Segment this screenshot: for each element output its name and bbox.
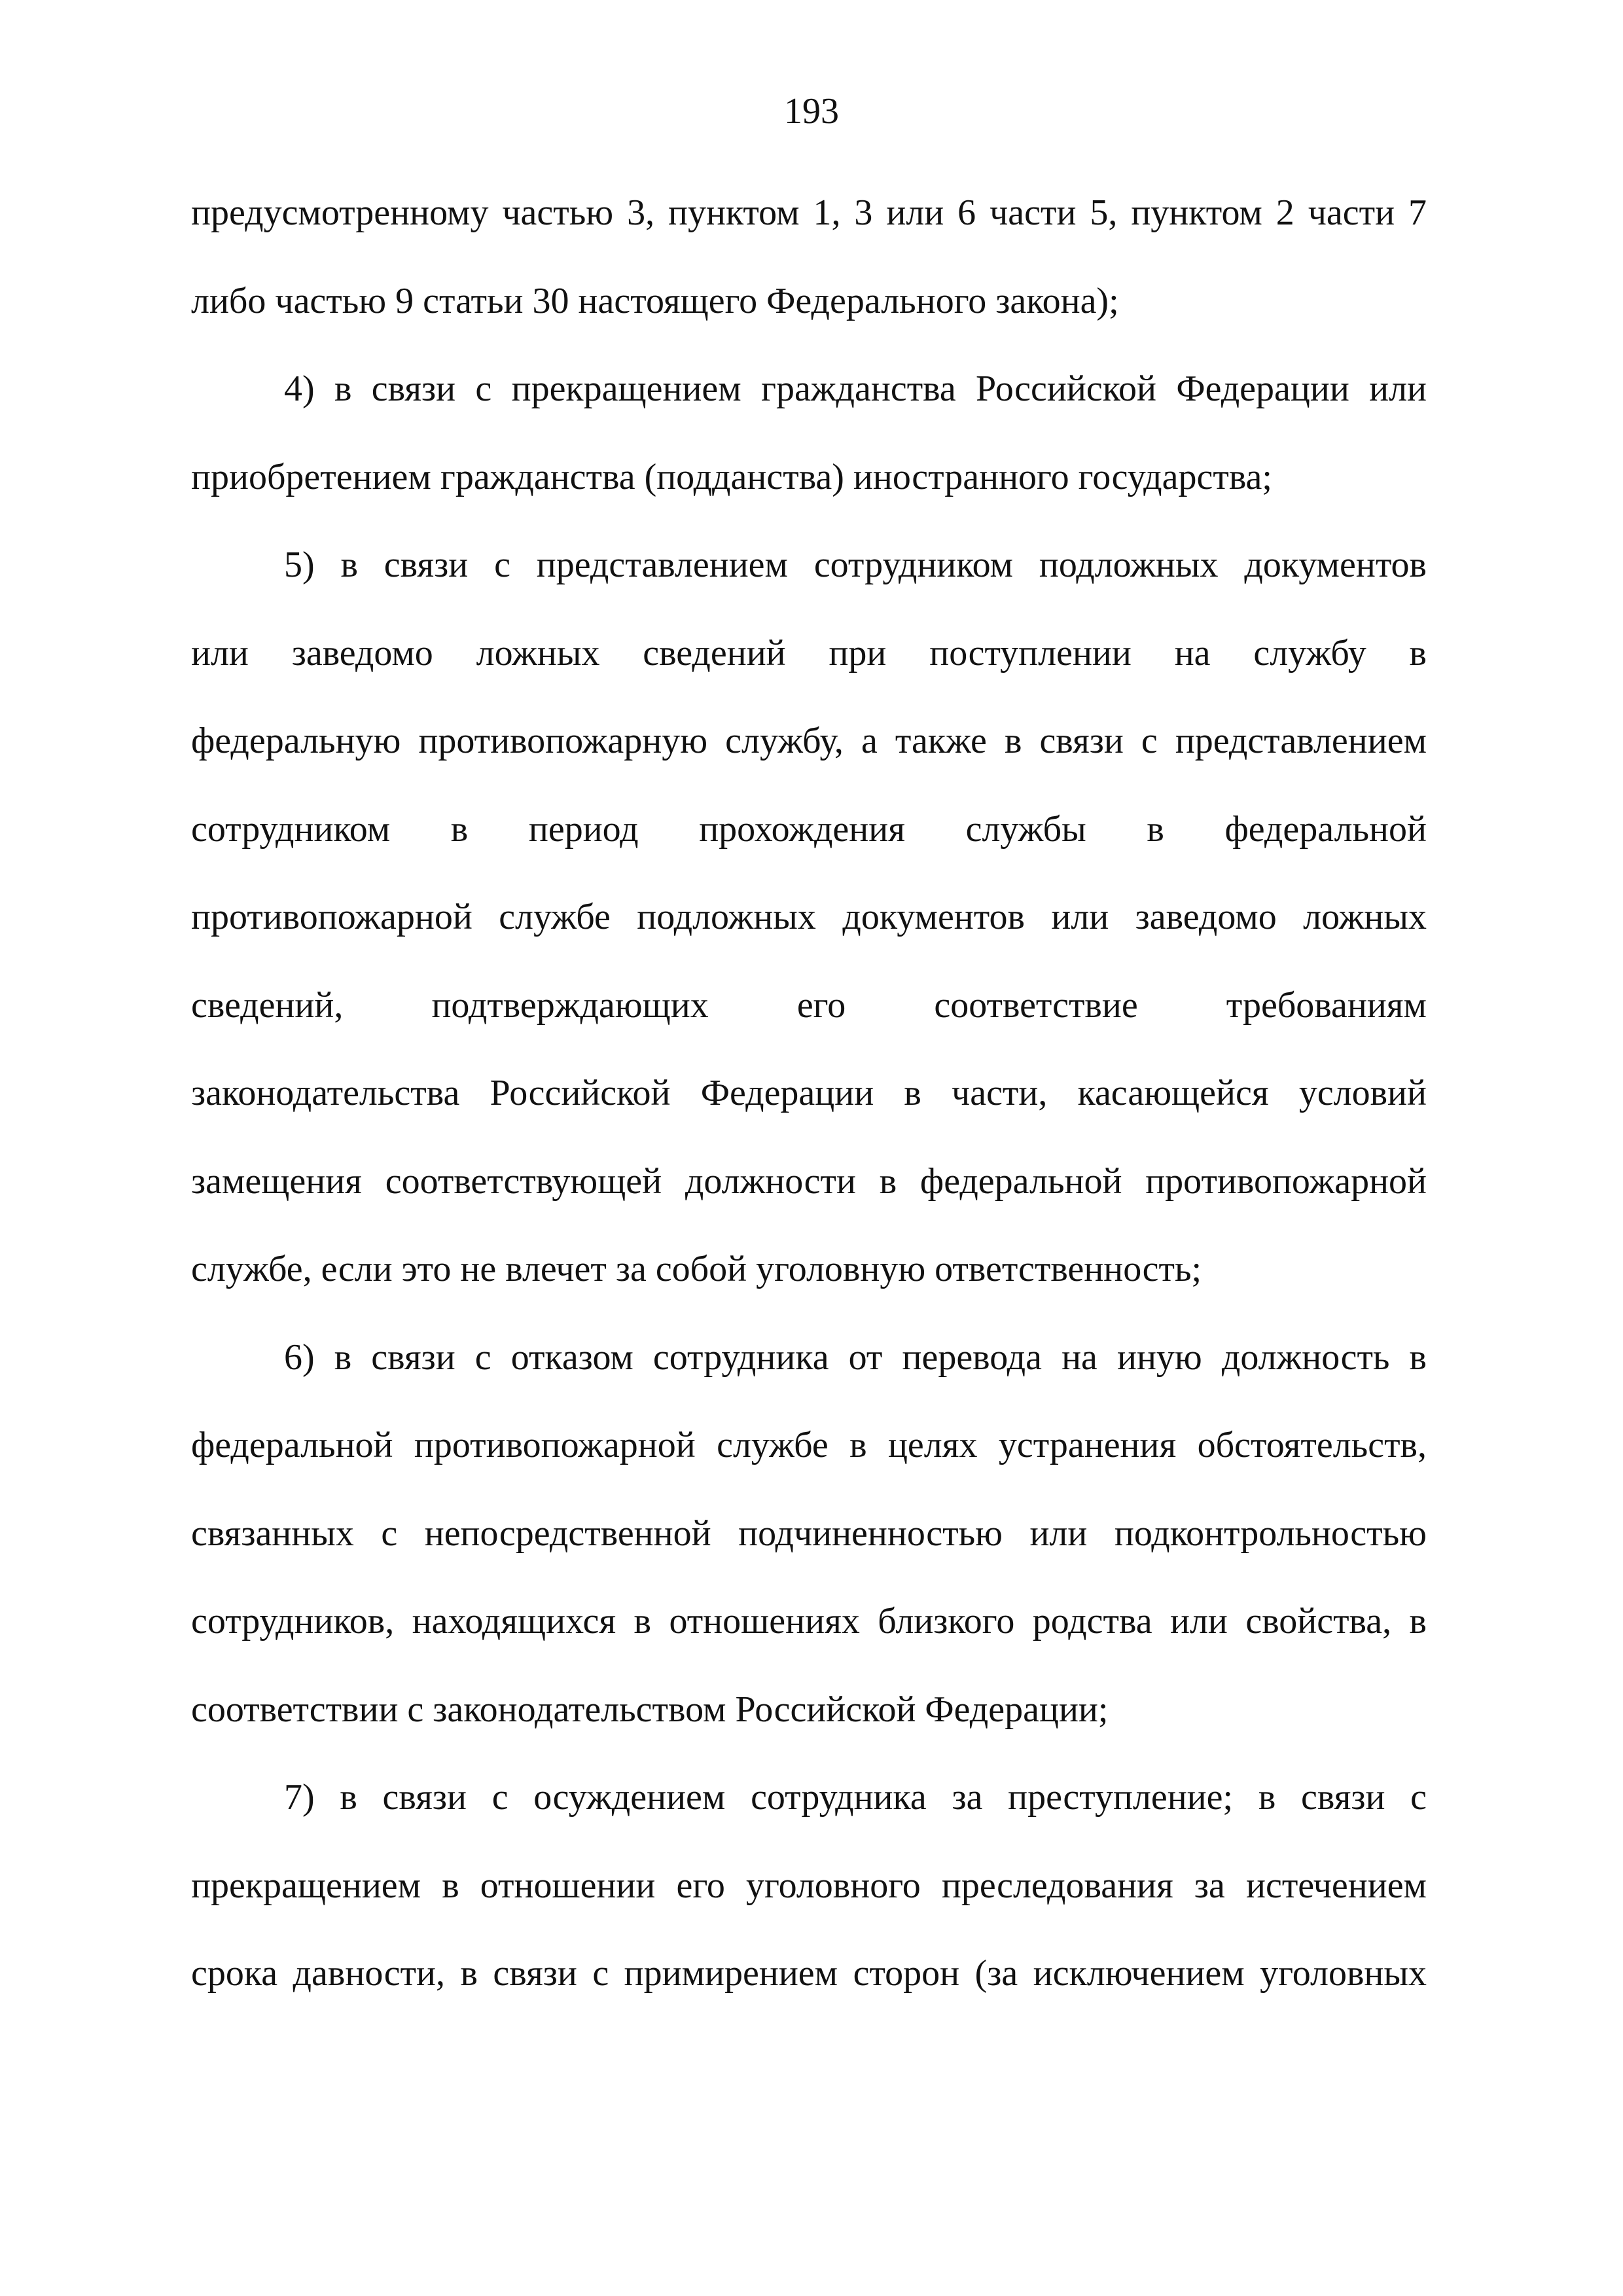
text-line: федеральной противопожарной службе в целях устранения обстоятельств, [191,1425,1427,1465]
text-line: 4) в связи с прекращением гражданства Российской Федерации или [284,368,1427,409]
text-line: службе, если это не влечет за собой уголовную ответственность; [191,1249,1202,1289]
text-line: сотрудников, находящихся в отношениях близкого родства или свойства, в [191,1601,1427,1641]
text-line: законодательства Российской Федерации в части, касающейся условий [191,1073,1427,1113]
text-line: соответствии с законодательством Российской Федерации; [191,1689,1109,1730]
text-line: связанных с непосредственной подчиненностью или подконтрольностью [191,1513,1427,1554]
text-line: сведений, подтверждающих его соответствие требованиям [191,984,1427,1026]
text-line: или заведомо ложных сведений при поступлении на службу в [191,632,1427,673]
text-line: замещения соответствующей должности в федеральной противопожарной [191,1160,1427,1202]
text-line: приобретением гражданства (подданства) иностранного государства; [191,456,1272,497]
text-line: 6) в связи с отказом сотрудника от перевода на иную должность в [284,1336,1427,1378]
text-line: противопожарной службе подложных документов или заведомо ложных [191,897,1427,937]
text-line: 7) в связи с осуждением сотрудника за преступление; в связи с [284,1777,1427,1818]
document-body [191,169,1427,2018]
text-line: федеральную противопожарную службу, а также в связи с представлением [191,721,1427,761]
text-line: 5) в связи с представлением сотрудником подложных документов [284,545,1427,585]
text-line: либо частью 9 статьи 30 настоящего Федерального закона); [191,280,1119,321]
text-line: прекращением в отношении его уголовного преследования за истечением [191,1865,1427,1906]
text-line: сотрудником в период прохождения службы в федеральной [191,808,1427,850]
text-line: срока давности, в связи с примирением сторон (за исключением уголовных [191,1953,1427,1994]
text-line: предусмотренному частью 3, пунктом 1, 3 или 6 части 5, пунктом 2 части 7 [191,192,1427,233]
page-number: 193 [784,91,839,132]
